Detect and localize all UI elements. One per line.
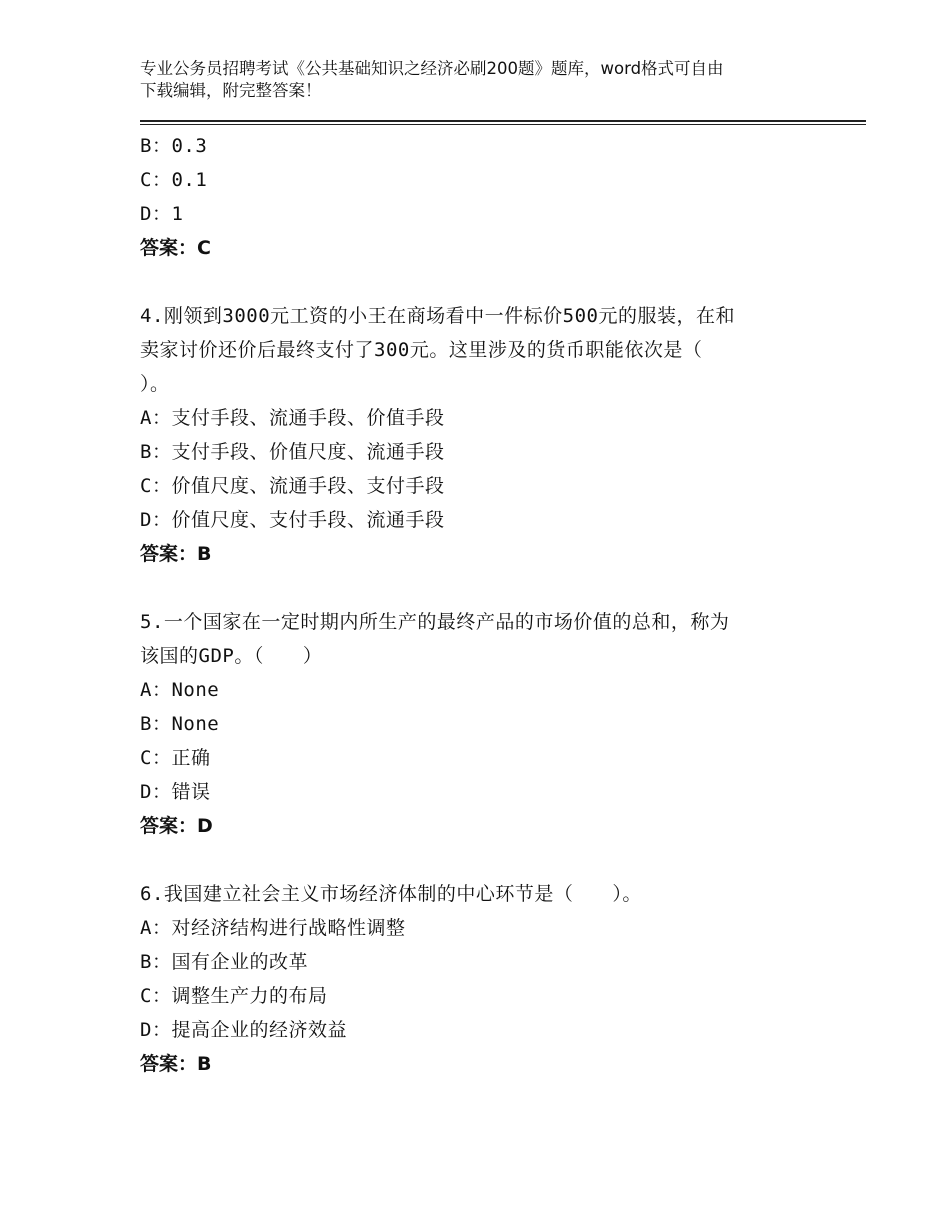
option-c: C：调整生产力的布局 — [140, 985, 328, 1007]
spacer — [140, 571, 820, 605]
option-a: A：None — [140, 679, 220, 701]
option-c: C：正确 — [140, 747, 211, 769]
question-stem-line: 卖家讨价还价后最终支付了300元。这里涉及的货币职能依次是（ — [140, 339, 703, 361]
answer-label: 答案：B — [140, 1053, 212, 1075]
option-b: B：None — [140, 713, 220, 735]
answer-label: 答案：D — [140, 815, 213, 837]
option-b: B：支付手段、价值尺度、流通手段 — [140, 441, 445, 463]
answer-label: 答案：B — [140, 543, 212, 565]
header-divider-thin — [140, 124, 866, 125]
question-5 — [140, 605, 820, 843]
question-stem-line: 4.刚领到3000元工资的小王在商场看中一件标价500元的服装，在和 — [140, 305, 735, 327]
option-d: D：错误 — [140, 781, 211, 803]
question-4 — [140, 299, 820, 571]
option-a: A：对经济结构进行战略性调整 — [140, 917, 406, 939]
header-title-line-2: 下载编辑，附完整答案！ — [140, 81, 322, 100]
question-content — [140, 129, 820, 1081]
spacer — [140, 843, 820, 877]
option-c: C：价值尺度、流通手段、支付手段 — [140, 475, 445, 497]
question-6 — [140, 877, 820, 1081]
option-d: D：1 — [140, 203, 184, 225]
question-stem-line: ）。 — [140, 373, 170, 395]
question-stem-line: 6.我国建立社会主义市场经济体制的中心环节是（ ）。 — [140, 883, 642, 905]
spacer — [140, 265, 820, 299]
document-header — [140, 58, 820, 102]
option-d: D：提高企业的经济效益 — [140, 1019, 347, 1041]
option-c: C：0.1 — [140, 169, 208, 191]
option-d: D：价值尺度、支付手段、流通手段 — [140, 509, 445, 531]
question-stem-line: 该国的GDP。（ ） — [140, 645, 323, 667]
header-divider-thick — [140, 120, 866, 122]
header-title-line-1: 专业公务员招聘考试《公共基础知识之经济必刷200题》题库，word格式可自由 — [140, 59, 724, 78]
question-3-tail — [140, 129, 820, 265]
option-a: A：支付手段、流通手段、价值手段 — [140, 407, 445, 429]
option-b: B：国有企业的改革 — [140, 951, 308, 973]
question-stem-line: 5.一个国家在一定时期内所生产的最终产品的市场价值的总和，称为 — [140, 611, 730, 633]
option-b: B：0.3 — [140, 135, 208, 157]
answer-label: 答案：C — [140, 237, 211, 259]
